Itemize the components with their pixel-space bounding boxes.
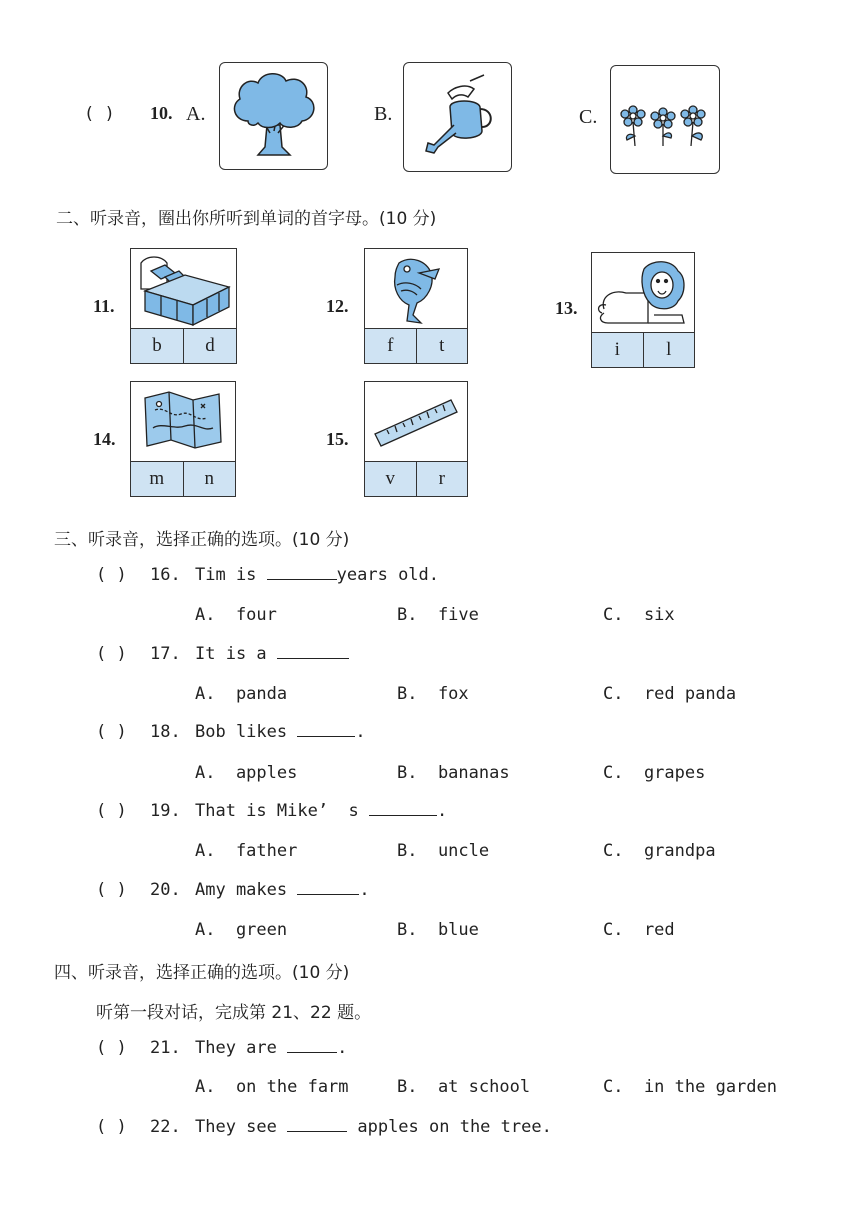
q16-number: 16. [150, 565, 181, 585]
q14-letter-n[interactable]: n [183, 462, 236, 496]
q13-letter-i[interactable]: i [614, 339, 620, 360]
bed-icon [131, 249, 236, 328]
q20-number: 20. [150, 880, 181, 900]
q10-option-a-label: A. [186, 103, 206, 125]
map-icon [131, 382, 235, 461]
q22-blank[interactable] [287, 1117, 347, 1132]
q12-number: 12. [326, 296, 349, 316]
q15-number: 15. [326, 429, 349, 449]
q10-option-a-picture[interactable] [219, 62, 328, 170]
q14-card [130, 381, 236, 497]
q21-blank[interactable] [287, 1038, 337, 1053]
tree-icon [220, 63, 327, 169]
q15-letter-r[interactable]: r [416, 462, 468, 496]
section3-heading: 三、听录音，选择正确的选项。(10 分) [54, 530, 350, 550]
q13-card [591, 252, 695, 368]
q10-paren[interactable]: ( ) [84, 104, 115, 124]
q18-stem: Bob likes . [195, 722, 366, 742]
q17-option-c[interactable]: C. red panda [603, 684, 737, 704]
q16-option-c[interactable]: C. six [603, 605, 675, 625]
q22-number: 22. [150, 1117, 181, 1137]
q12-card [364, 248, 468, 364]
q18-paren[interactable]: ( ) [96, 722, 127, 742]
q19-option-b[interactable]: B. uncle [397, 841, 490, 861]
q21-number: 21. [150, 1038, 181, 1058]
q17-stem: It is a [195, 644, 349, 664]
q16-stem: Tim is years old. [195, 565, 440, 585]
q16-option-b[interactable]: B. five [397, 605, 479, 625]
flowers-icon [611, 66, 719, 173]
q17-number: 17. [150, 644, 181, 664]
q21-paren[interactable]: ( ) [96, 1038, 127, 1058]
q19-stem: That is Mike’ s . [195, 801, 448, 821]
q10-option-c-label: C. [579, 106, 598, 128]
q10-option-b-label: B. [374, 103, 393, 125]
q20-stem: Amy makes . [195, 880, 370, 900]
q19-paren[interactable]: ( ) [96, 801, 127, 821]
q19-option-c[interactable]: C. grandpa [603, 841, 716, 861]
q14-number: 14. [93, 429, 116, 449]
q13-number: 13. [555, 298, 578, 318]
q19-option-a[interactable]: A. father [195, 841, 298, 861]
q17-option-b[interactable]: B. fox [397, 684, 469, 704]
q18-option-c[interactable]: C. grapes [603, 763, 706, 783]
q13-letters [592, 332, 694, 367]
q16-option-a[interactable]: A. four [195, 605, 277, 625]
ruler-icon [365, 382, 467, 461]
q18-option-b[interactable]: B. bananas [397, 763, 510, 783]
q20-paren[interactable]: ( ) [96, 880, 127, 900]
q12-letters [365, 328, 467, 363]
q10-number: 10. [150, 103, 173, 123]
q12-letter-f[interactable]: f [387, 335, 394, 356]
q17-option-a[interactable]: A. panda [195, 684, 288, 704]
q21-option-a[interactable]: A. on the farm [195, 1077, 349, 1097]
q20-option-b[interactable]: B. blue [397, 920, 479, 940]
q13-letter-l[interactable]: l [643, 333, 695, 367]
q19-number: 19. [150, 801, 181, 821]
q12-letter-t[interactable]: t [416, 329, 468, 363]
q16-blank[interactable] [267, 565, 337, 580]
q15-letters [365, 461, 467, 496]
q22-stem: They see apples on the tree. [195, 1117, 552, 1137]
q11-number: 11. [93, 296, 115, 316]
q15-card [364, 381, 468, 497]
q20-blank[interactable] [297, 880, 359, 895]
q20-option-a[interactable]: A. green [195, 920, 288, 940]
q20-option-c[interactable]: C. red [603, 920, 675, 940]
q11-letter-b[interactable]: b [152, 335, 162, 356]
section4-instruction: 听第一段对话，完成第 21、22 题。 [96, 1003, 372, 1023]
q14-letter-m[interactable]: m [149, 468, 165, 489]
watering-can-icon [404, 63, 511, 171]
q11-letters [131, 328, 236, 363]
q10-option-b-picture[interactable] [403, 62, 512, 172]
q15-letter-v[interactable]: v [385, 468, 395, 489]
section4-heading: 四、听录音，选择正确的选项。(10 分) [54, 963, 350, 983]
q18-number: 18. [150, 722, 181, 742]
q16-paren[interactable]: ( ) [96, 565, 127, 585]
q21-option-c[interactable]: C. in the garden [603, 1077, 777, 1097]
q19-blank[interactable] [369, 801, 437, 816]
q21-option-b[interactable]: B. at school [397, 1077, 531, 1097]
lion-icon [592, 253, 694, 332]
section2-heading: 二、听录音，圈出你所听到单词的首字母。(10 分) [56, 209, 437, 229]
q22-paren[interactable]: ( ) [96, 1117, 127, 1137]
q11-letter-d[interactable]: d [183, 329, 236, 363]
q18-option-a[interactable]: A. apples [195, 763, 298, 783]
fish-icon [365, 249, 467, 328]
q21-stem: They are . [195, 1038, 348, 1058]
q17-paren[interactable]: ( ) [96, 644, 127, 664]
q10-option-c-picture[interactable] [610, 65, 720, 174]
q14-letters [131, 461, 235, 496]
q11-card [130, 248, 237, 364]
q18-blank[interactable] [297, 722, 355, 737]
q17-blank[interactable] [277, 644, 349, 659]
